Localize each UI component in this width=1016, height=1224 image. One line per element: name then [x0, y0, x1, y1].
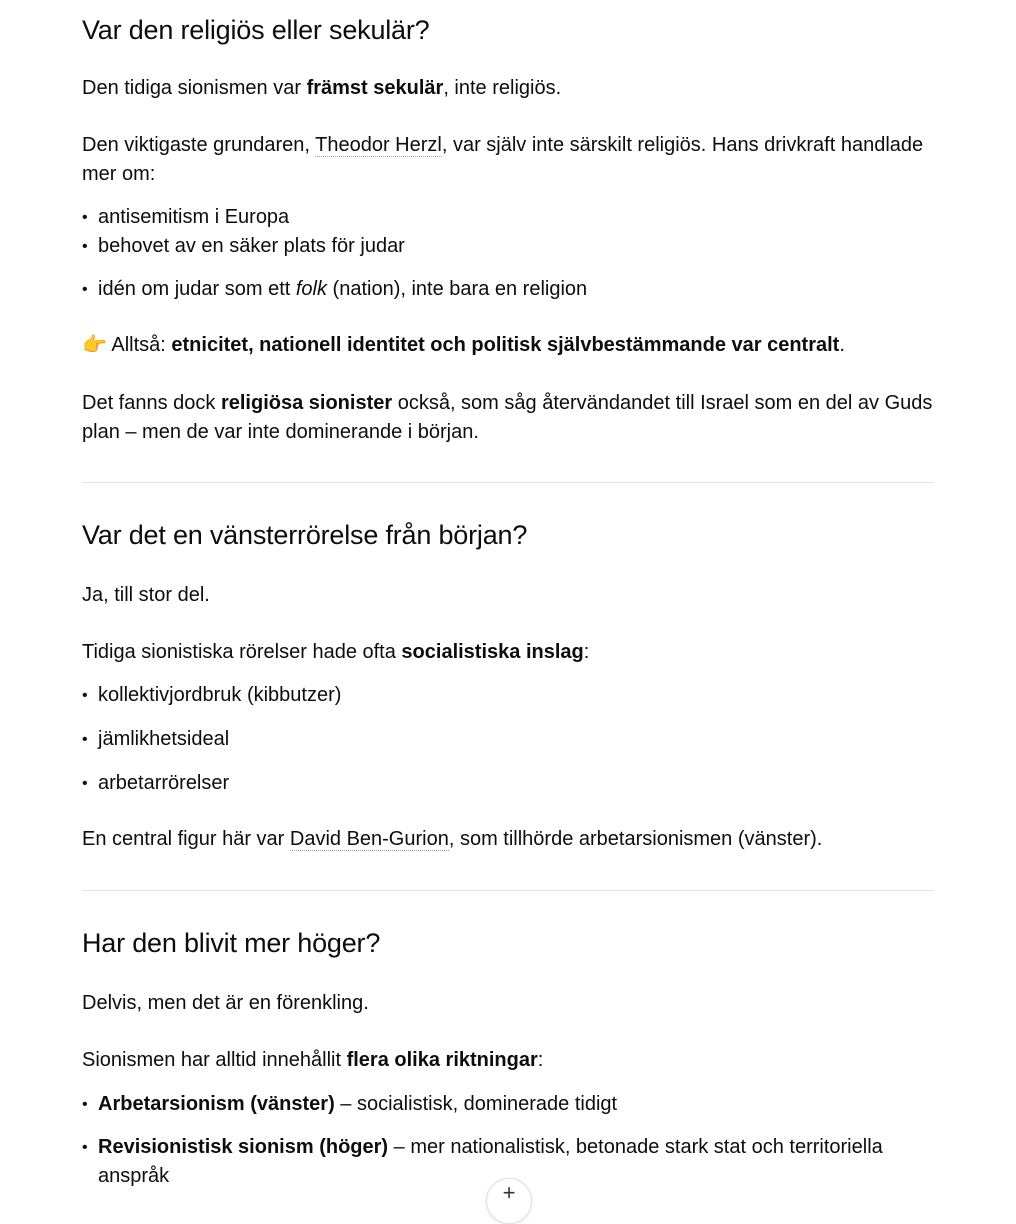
list-item: • kollektivjordbruk (kibbutzer)	[82, 681, 341, 710]
list-item: • Revisionistisk sionism (höger) – mer nationalistisk, betonade stark stat och territoriella anspråk	[82, 1133, 934, 1191]
list-item: • Arbetarsionism (vänster) – socialistisk, dominerade tidigt	[82, 1090, 934, 1119]
pointing-hand-icon: 👉	[82, 334, 107, 356]
list-item: • behovet av en säker plats för judar	[82, 232, 587, 261]
bullet-list	[82, 1090, 934, 1191]
list-item: • arbetarrörelser	[82, 769, 341, 798]
paragraph: Tidiga sionistiska rörelser hade ofta socialistiska inslag:	[82, 641, 590, 663]
conclusion-note: 👉 Alltså: etnicitet, nationell identitet och politisk självbestämmande var centralt.	[82, 334, 845, 356]
section-divider	[82, 482, 934, 483]
section-heading-left-movement: Var det en vänsterrörelse från början?	[82, 520, 528, 550]
list-item: • jämlikhetsideal	[82, 725, 341, 754]
paragraph: Den viktigaste grundaren, Theodor Herzl, var själv inte särskilt religiös. Hans drivkraft handlade mer om:	[82, 134, 924, 185]
paragraph: Delvis, men det är en förenkling.	[82, 992, 369, 1014]
section-divider	[82, 890, 934, 891]
list-item: • antisemitism i Europa	[82, 203, 587, 232]
paragraph: Sionismen har alltid innehållit flera olika riktningar:	[82, 1049, 544, 1071]
paragraph: Ja, till stor del.	[82, 584, 210, 606]
plus-icon: +	[502, 1180, 516, 1205]
section-heading-religious: Var den religiös eller sekulär?	[82, 15, 430, 45]
section-heading-right-shift: Har den blivit mer höger?	[82, 928, 381, 958]
link-theodor-herzl[interactable]: Theodor Herzl	[315, 134, 442, 156]
list-item: • idén om judar som ett folk (nation), inte bara en religion	[82, 275, 587, 304]
link-david-ben-gurion[interactable]: David Ben-Gurion	[289, 828, 449, 850]
paragraph: En central figur här var David Ben-Gurion, som tillhörde arbetarsionismen (vänster).	[82, 828, 823, 850]
bullet-list	[82, 681, 341, 798]
paragraph: Det fanns dock religiösa sionister också, som såg återvändandet till Israel som en del av Guds plan – men de var inte dominerande i början.	[82, 392, 933, 443]
paragraph: Den tidiga sionismen var främst sekulär, inte religiös.	[82, 77, 562, 99]
scroll-down-button[interactable]	[486, 1178, 532, 1224]
bullet-list	[82, 203, 587, 304]
